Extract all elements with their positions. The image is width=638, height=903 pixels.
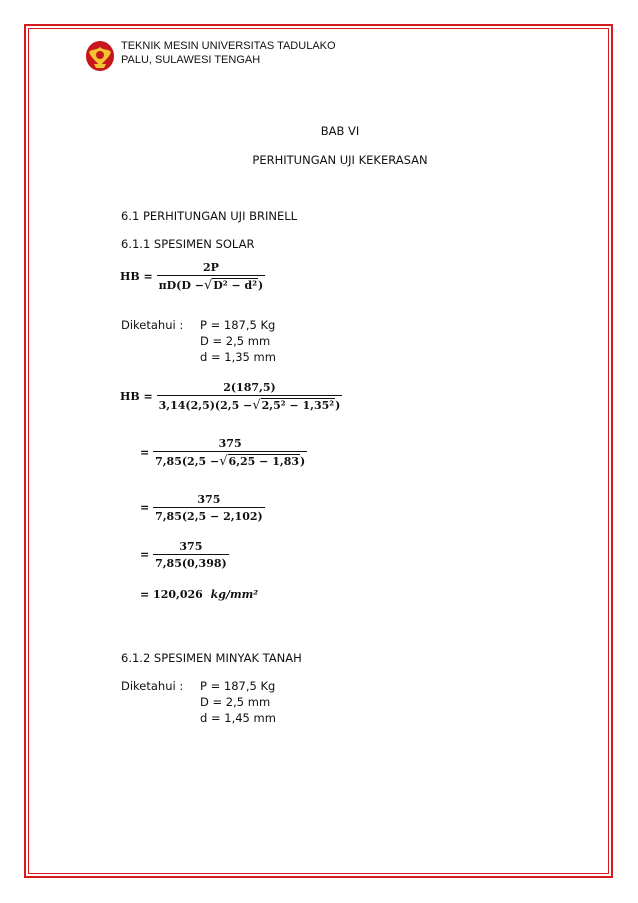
calc-step-1-numerator: 2(187,5) [223,381,276,394]
given-1-load: P = 187,5 Kg [200,318,276,332]
calc-step-3 [140,493,265,523]
calc-step-2-denominator: 7,85(2,5 −√6,25 − 1,83) [153,451,307,469]
calc-result-unit: kg/mm² [210,588,259,601]
chapter-title: PERHITUNGAN UJI KEKERASAN [252,153,428,167]
calc-step-3-fraction [153,493,265,523]
calc-step-4 [140,540,229,570]
calc-step-2-eq: = [140,446,150,459]
given-1-ball-diameter: D = 2,5 mm [200,334,271,348]
formula-denominator: πD(D −√D² − d²) [157,275,266,293]
calc-step-2-numerator: 375 [218,437,242,450]
calc-step-3-numerator: 375 [197,493,221,506]
formula-lhs: HB = [120,270,153,283]
header-line-1: TEKNIK MESIN UNIVERSITAS TADULAKO [121,40,336,52]
brinell-formula [120,261,265,293]
calc-step-1-fraction [157,381,343,413]
calc-step-1-denominator: 3,14(2,5)(2,5 −√2,5² − 1,35²) [157,395,343,413]
given-1-indent-diameter: d = 1,35 mm [200,350,276,364]
given-2-load: P = 187,5 Kg [200,679,276,693]
calc-step-4-eq: = [140,548,150,561]
calc-step-3-denominator: 7,85(2,5 − 2,102) [153,507,265,523]
calc-step-4-denominator: 7,85(0,398) [153,554,229,570]
given-2-indent-diameter: d = 1,45 mm [200,711,276,725]
university-logo [82,38,118,74]
calc-step-4-fraction [153,540,229,570]
subsection-1-title: 6.1.1 SPESIMEN SOLAR [121,237,255,251]
calc-step-3-eq: = [140,501,150,514]
calc-step-2-fraction [153,437,307,469]
calc-step-1 [120,381,342,413]
calc-result-value: = 120,026 [140,588,203,601]
section-title: 6.1 PERHITUNGAN UJI BRINELL [121,209,298,223]
header-line-2: PALU, SULAWESI TENGAH [121,54,261,66]
formula-numerator: 2P [202,261,219,274]
chapter-number: BAB VI [320,124,360,138]
calc-step-2 [140,437,307,469]
calc-result [140,588,258,601]
formula-fraction [157,261,266,293]
given-2-ball-diameter: D = 2,5 mm [200,695,271,709]
calc-step-1-lhs: HB = [120,390,153,403]
given-label-2: Diketahui : [121,679,184,693]
calc-step-4-numerator: 375 [179,540,203,553]
given-label-1: Diketahui : [121,318,184,332]
subsection-2-title: 6.1.2 SPESIMEN MINYAK TANAH [121,651,302,665]
